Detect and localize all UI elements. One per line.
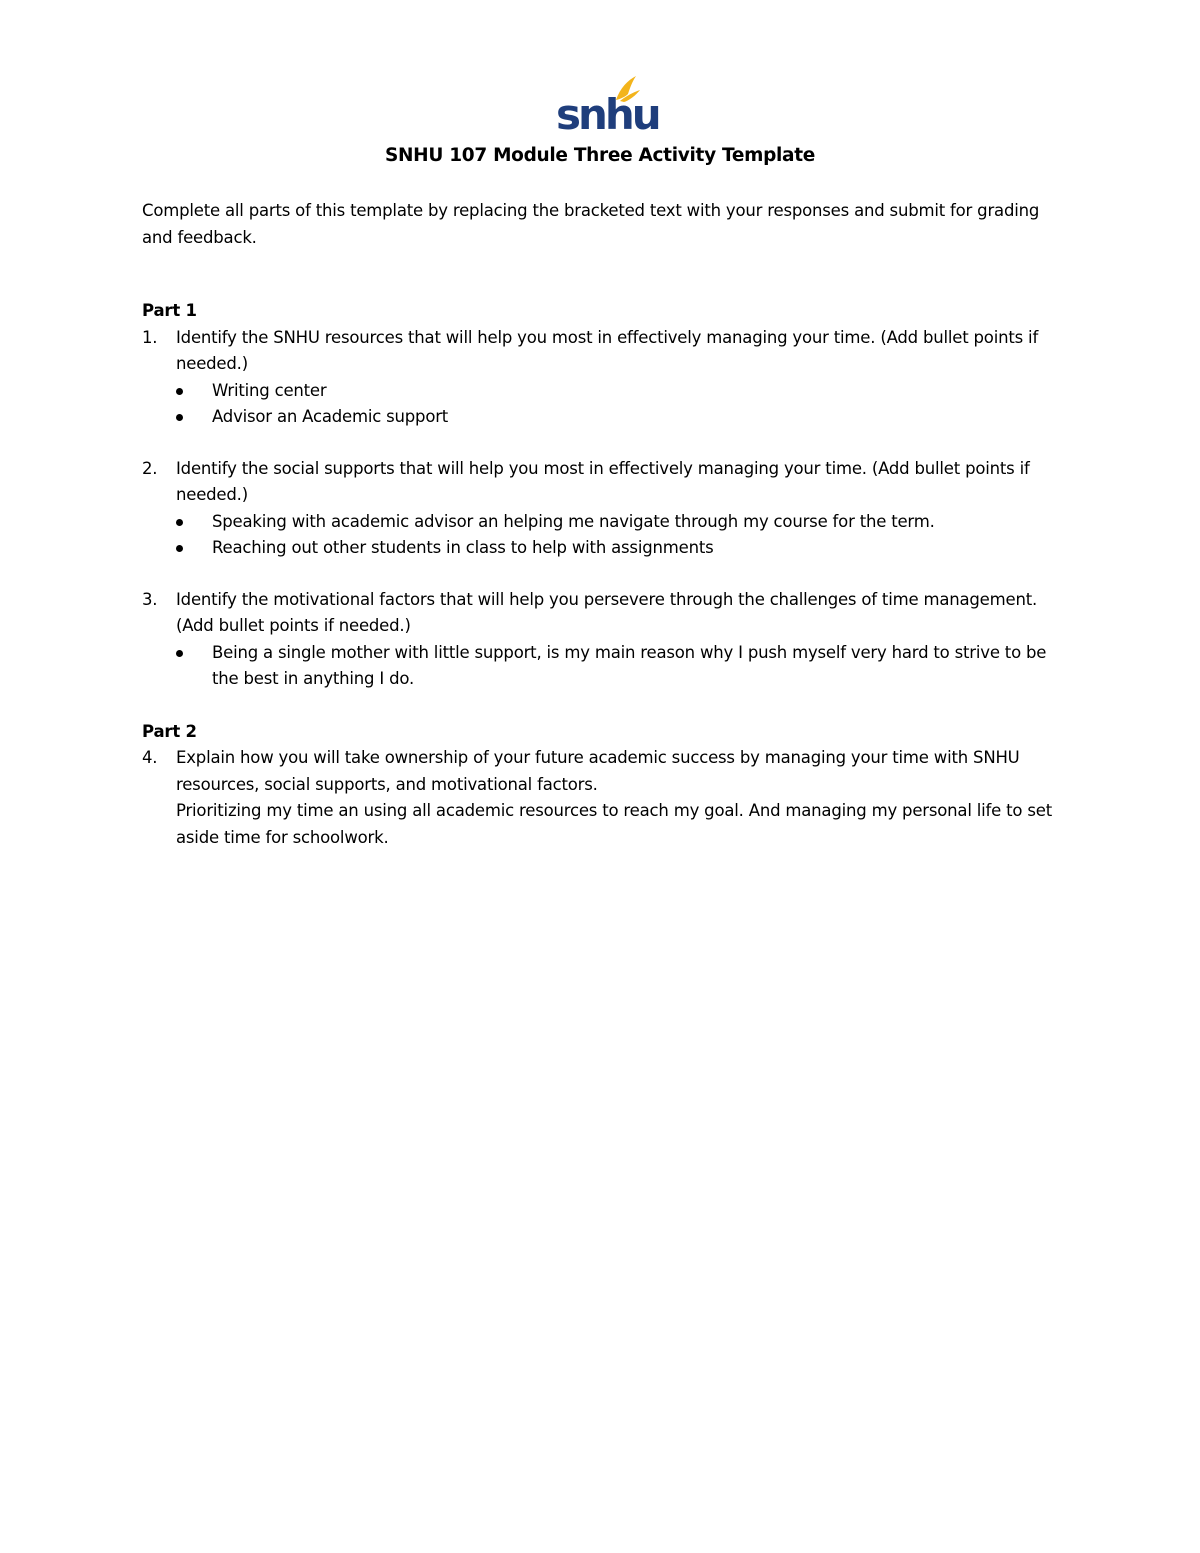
- bullet-icon: [176, 388, 183, 395]
- part-1-question-list: [142, 325, 1062, 693]
- question-2: [142, 456, 1062, 562]
- question-1: [142, 325, 1062, 431]
- document-body: [142, 198, 1062, 851]
- question-prompt: Identify the social supports that will help you most in effectively managing your time. (Add bullet points if needed.): [176, 458, 1030, 504]
- question-number: 4.: [142, 748, 158, 767]
- document-title: SNHU 107 Module Three Activity Template: [384, 145, 816, 166]
- intro-paragraph: Complete all parts of this template by replacing the bracketed text with your responses and submit for grading and feedback.: [142, 201, 1040, 247]
- question-3: [142, 587, 1062, 693]
- answer-bullet: Reaching out other students in class to help with assignments: [176, 535, 1062, 562]
- question-number: 2.: [142, 458, 158, 478]
- question-prompt: Identify the motivational factors that will help you persevere through the challenges of time management. (Add bullet points if needed.): [176, 589, 1038, 635]
- question-prompt: Explain how you will take ownership of your future academic success by managing your time with SNHU resources, social supports, and motivational factors.: [176, 748, 1020, 794]
- answer-bullet-list: [176, 509, 1062, 562]
- question-number: 1.: [142, 327, 158, 347]
- answer-bullet: Being a single mother with little support, is my main reason why I push myself very hard to strive to be the best in anything I do.: [176, 640, 1062, 693]
- logo-wordmark: snhu: [556, 90, 659, 139]
- question-prompt: Identify the SNHU resources that will help you most in effectively managing your time. (Add bullet points if needed.): [176, 327, 1039, 373]
- question-answer: Prioritizing my time an using all academic resources to reach my goal. And managing my personal life to set aside time for schoolwork.: [176, 801, 1052, 847]
- snhu-logo: [548, 70, 659, 139]
- part-2-heading: Part 2: [142, 721, 197, 741]
- answer-bullet: Advisor an Academic support: [176, 404, 1062, 431]
- answer-bullet: Writing center: [176, 378, 1062, 405]
- question-4: [142, 745, 1062, 851]
- part-2-question-list: [142, 745, 1062, 851]
- part-1-heading: Part 1: [142, 301, 197, 320]
- answer-bullet: Speaking with academic advisor an helping me navigate through my course for the term.: [176, 509, 1062, 536]
- answer-bullet-list: [176, 640, 1062, 693]
- bullet-icon: [176, 519, 183, 526]
- bullet-icon: [176, 650, 183, 657]
- answer-bullet-list: [176, 378, 1062, 431]
- bullet-icon: [176, 414, 183, 421]
- question-number: 3.: [142, 589, 158, 609]
- bullet-icon: [176, 545, 183, 552]
